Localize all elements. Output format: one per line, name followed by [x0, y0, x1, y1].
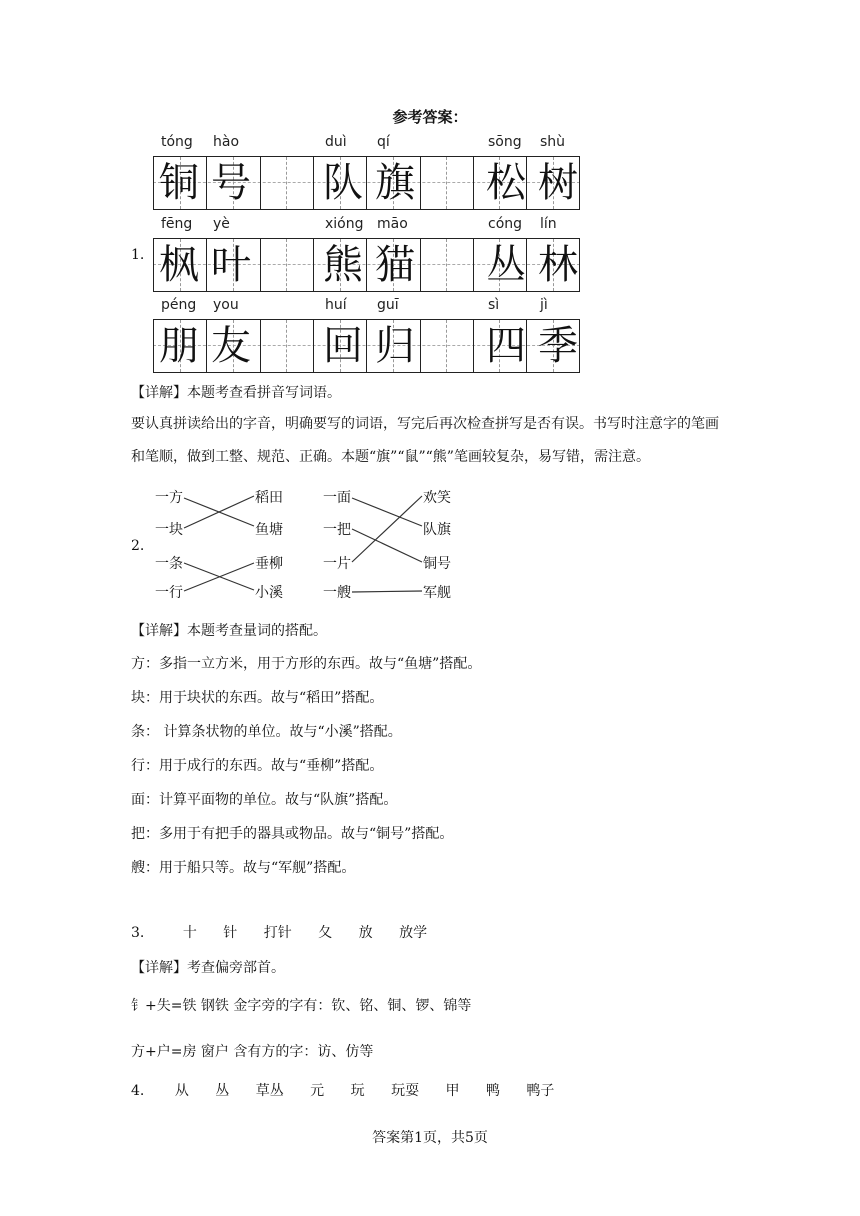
- pinyin-text: duì: [325, 134, 347, 150]
- q3-detail-line2: 方+户=房 窗户 含有方的字：访、仿等: [131, 1044, 374, 1060]
- match-term: 一片: [323, 556, 351, 572]
- pinyin-text: jì: [540, 297, 548, 313]
- chinese-character: 猫: [375, 242, 415, 288]
- pinyin-text: xióng: [325, 216, 364, 232]
- q4-answer: 丛: [215, 1083, 230, 1099]
- pinyin-text: sōng: [488, 134, 522, 150]
- pinyin-text: lín: [540, 216, 557, 232]
- chinese-character: 回: [323, 323, 363, 369]
- q3-detail-line1: 钅+失=铁 钢铁 金字旁的字有：钦、铭、铜、锣、锦等: [131, 998, 472, 1014]
- match-term: 铜号: [423, 556, 451, 572]
- chinese-character: 丛: [486, 242, 526, 288]
- pinyin-text: you: [213, 297, 239, 313]
- q4-answer: 甲: [445, 1083, 460, 1099]
- q4-answer: 从: [174, 1083, 189, 1099]
- q4-answer: 玩: [350, 1083, 365, 1099]
- chinese-character: 树: [538, 160, 578, 206]
- pinyin-text: shù: [540, 134, 566, 150]
- q3-answers: [131, 924, 449, 942]
- measure-word-explanation: 艘：用于船只等。故与“军舰”搭配。: [131, 860, 356, 876]
- q1-number: 1.: [131, 247, 145, 263]
- match-term: 军舰: [423, 585, 451, 601]
- chinese-character: 号: [211, 160, 251, 206]
- pinyin-text: sì: [488, 297, 500, 313]
- chinese-character: 归: [375, 323, 415, 369]
- measure-word-explanation: 方：多指一立方米，用于方形的东西。故与“鱼塘”搭配。: [131, 656, 482, 672]
- q4-answers: [131, 1082, 576, 1100]
- q2-number: 2.: [131, 538, 145, 554]
- chinese-character: 铜: [159, 160, 199, 206]
- q4-answer: 元: [310, 1083, 325, 1099]
- match-term: 一把: [323, 522, 351, 538]
- match-term: 一行: [155, 585, 183, 601]
- q1-detail-body: 要认真拼读给出的字音，明确要写的词语，写完后再次检查拼写是否有误。书写时注意字的笔画和笔顺，做到工整、规范、正确。本题“旗”“鼠”“熊”笔画较复杂，易写错，需注意。: [131, 416, 719, 465]
- q3-answer: 放: [358, 925, 373, 941]
- chinese-character: 队: [323, 160, 363, 206]
- q3-answer: 夂: [318, 925, 333, 941]
- match-term: 垂柳: [255, 556, 283, 572]
- chinese-character: 叶: [211, 242, 251, 288]
- chinese-character: 林: [538, 242, 578, 288]
- match-term: 鱼塘: [255, 522, 283, 538]
- chinese-character: 季: [538, 323, 578, 369]
- pinyin-text: péng: [161, 297, 197, 313]
- q2-detail-head: 【详解】本题考查量词的搭配。: [131, 623, 327, 639]
- pinyin-text: tóng: [161, 134, 193, 150]
- chinese-character: 朋: [159, 323, 199, 369]
- page-title: 参考答案：: [392, 108, 468, 126]
- q3-answer: 打针: [263, 925, 292, 941]
- q3-number: 3.: [131, 925, 145, 941]
- pinyin-text: qí: [377, 134, 390, 150]
- match-term: 队旗: [423, 522, 451, 538]
- measure-word-explanation: 条： 计算条状物的单位。故与“小溪”搭配。: [131, 724, 402, 740]
- page-footer: 答案第1页，共5页: [372, 1130, 488, 1146]
- match-term: 一面: [323, 490, 351, 506]
- measure-word-explanation: 行：用于成行的东西。故与“垂柳”搭配。: [131, 758, 384, 774]
- pinyin-text: fēng: [161, 216, 193, 232]
- measure-word-explanation: 把：多用于有把手的器具或物品。故与“铜号”搭配。: [131, 826, 454, 842]
- q4-answer: 玩耍: [391, 1083, 420, 1099]
- pinyin-text: yè: [213, 216, 230, 232]
- q3-answer: 针: [223, 925, 238, 941]
- q4-answer: 鸭子: [526, 1083, 555, 1099]
- match-term: 一艘: [323, 585, 351, 601]
- q3-answer: 十: [182, 925, 197, 941]
- match-term: 一块: [155, 522, 183, 538]
- pinyin-text: guī: [377, 297, 399, 313]
- match-term: 稻田: [255, 490, 283, 506]
- match-term: 欢笑: [423, 490, 451, 506]
- pinyin-text: hào: [213, 134, 240, 150]
- pinyin-text: cóng: [488, 216, 523, 232]
- q4-answer: 草丛: [255, 1083, 284, 1099]
- q4-answer: 鸭: [485, 1083, 500, 1099]
- match-term: 小溪: [255, 585, 283, 601]
- q3-answer: 放学: [399, 925, 428, 941]
- measure-word-explanation: 块：用于块状的东西。故与“稻田”搭配。: [131, 690, 384, 706]
- chinese-character: 旗: [375, 160, 415, 206]
- match-term: 一方: [155, 490, 183, 506]
- chinese-character: 四: [486, 323, 526, 369]
- q3-detail-head: 【详解】考查偏旁部首。: [131, 960, 285, 976]
- chinese-character: 友: [211, 323, 251, 369]
- chinese-character: 熊: [323, 242, 363, 288]
- q1-detail-head: 【详解】本题考查看拼音写词语。: [131, 385, 341, 401]
- measure-word-explanation: 面：计算平面物的单位。故与“队旗”搭配。: [131, 792, 398, 808]
- chinese-character: 松: [486, 160, 526, 206]
- pinyin-text: huí: [325, 297, 347, 313]
- pinyin-text: māo: [377, 216, 408, 232]
- q4-number: 4.: [131, 1083, 145, 1099]
- chinese-character: 枫: [159, 242, 199, 288]
- match-term: 一条: [155, 556, 183, 572]
